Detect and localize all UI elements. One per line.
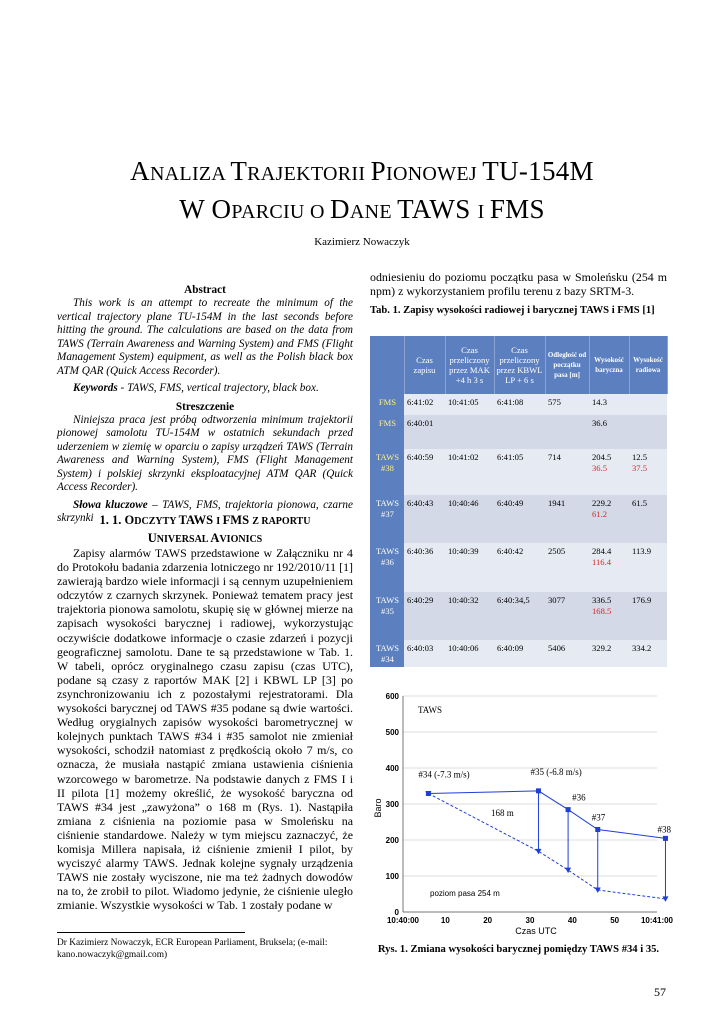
x-tick-label: 30 bbox=[525, 916, 535, 925]
baro-chart bbox=[370, 686, 674, 938]
cell: 113.9 bbox=[629, 543, 667, 592]
cell: 6:40:03 bbox=[404, 640, 445, 667]
row-label: FMS bbox=[370, 394, 404, 415]
body-text-right: odniesieniu do poziomu początku pasa w Smoleńsku (254 m npm) z wykorzystaniem profilu terenu z bazy SRTM-3. bbox=[370, 270, 667, 299]
table-header-blank bbox=[370, 336, 404, 394]
cell: 3077 bbox=[545, 592, 589, 640]
cell: 714 bbox=[545, 449, 589, 495]
cell: 10:40:06 bbox=[445, 640, 494, 667]
footnote: Dr Kazimierz Nowaczyk, ECR European Parliament, Bruksela; (e-mail: kano.nowaczyk@gmail.com) bbox=[57, 938, 328, 960]
point-label-38: #38 bbox=[657, 824, 671, 835]
cell: 6:40:34,5 bbox=[494, 592, 545, 640]
data-point bbox=[565, 868, 571, 874]
y-tick-label: 500 bbox=[385, 728, 399, 737]
streszczenie-text: Niniejsza praca jest próbą odtworzenia minimum trajektorii pionowej samolotu TU-154M w ostatnich sekundach przed uderzeniem w ziemię w oparciu o zapisy urządzeń TAWS (Terrain Awareness and Warning System), FMS (Flight Management System) i polskiej skrzynki eksploatacyjnej ATM QAR (Quick Access Recorder). bbox=[57, 413, 353, 493]
chart-points bbox=[425, 788, 668, 902]
chart-grid bbox=[403, 696, 657, 912]
table-header-czas-mak: Czas przeliczony przez MAK +4 h 3 s bbox=[445, 336, 494, 394]
table-caption: Tab. 1. Zapisy wysokości radiowej i barycznej TAWS i FMS [1] bbox=[370, 305, 655, 316]
streszczenie-heading: Streszczenie bbox=[175, 400, 235, 413]
cell: 6:40:49 bbox=[494, 495, 545, 543]
cell: 6:40:42 bbox=[494, 543, 545, 592]
table-header-wys-radiowa: Wysokość radiowa bbox=[629, 336, 667, 394]
x-tick-label: 50 bbox=[610, 916, 620, 925]
table-header-czas-zapisu: Czas zapisu bbox=[404, 336, 445, 394]
cell: 575 bbox=[545, 394, 589, 415]
y-tick-label: 600 bbox=[385, 692, 399, 701]
table-row bbox=[370, 640, 667, 667]
footnote-rule bbox=[57, 932, 245, 933]
point-label-34: #34 (-7.3 m/s) bbox=[418, 769, 470, 780]
cell: 6:41:08 bbox=[494, 394, 545, 415]
x-tick-label: 10 bbox=[440, 916, 450, 925]
cell: 36.6 bbox=[589, 415, 629, 449]
author: Kazimierz Nowaczyk bbox=[314, 236, 410, 248]
x-tick-label: 10:40:00 bbox=[386, 916, 420, 925]
data-point bbox=[663, 836, 668, 841]
row-label: TAWS #34 bbox=[370, 640, 404, 667]
cell: 6:40:09 bbox=[494, 640, 545, 667]
table-header-czas-kbwl: Czas przeliczony przez KBWL LP + 6 s bbox=[494, 336, 545, 394]
table-row bbox=[370, 415, 667, 449]
point-label-35: #35 (-6.8 m/s) bbox=[530, 766, 582, 777]
data-point bbox=[536, 788, 541, 793]
table-row bbox=[370, 394, 667, 415]
table-header-odleglosc: Odległość od początku pasa [m] bbox=[545, 336, 589, 394]
cell: 6:40:43 bbox=[404, 495, 445, 543]
table-header-wys-baryczna: Wysokość baryczna bbox=[589, 336, 629, 394]
cell: 284.4 116.4 bbox=[589, 543, 629, 592]
cell: 61.5 bbox=[629, 495, 667, 543]
y-tick-label: 200 bbox=[385, 836, 399, 845]
row-label: TAWS #38 bbox=[370, 449, 404, 495]
point-label-36: #36 bbox=[572, 792, 586, 803]
chart-x-label: Czas UTC bbox=[515, 926, 557, 936]
cell bbox=[629, 394, 667, 415]
body-text-left: Zapisy alarmów TAWS przedstawione w Załączniku nr 4 do Protokołu badania zdarzenia lotniczego nr 192/2010/11 [1] zawierają bardzo wiele informacji i są cennym uzupełnieniem odczytów z czarnych skrzynek. Ponieważ tematem pracy jest trajektoria pionowa samolotu, skupię się w głównej mierze na zapisach wysokości barycznej i radiowej, wykorzystując oczywiście dodatkowe informacje o czasie zdarzeń i pozycji geograficznej samolotu. Dane te są przedstawione w Tab. 1. W tabeli, oprócz oryginalnego czasu zapisu (czas UTC), podane są czasy z raportów MAK [2] i KBWL LP [3] po zsynchronizowaniu ich z pozostałymi rejestratorami. Dla wysokości barycznej od TAWS #35 podane są dwie wartości. Według orygialnych zapisów wysokości barometrycznej w kolejnych punktach TAWS #34 i #35 samolot nie zmieniał wysokości, schodził natomiast z prędkością około 7 m/s, co oznacza, że musiała nastąpić zmiana ustawienia ciśnienia wzorcowego w barometrze. Na podstawie danych z FMS I i II pilota [1] możemy określić, że wysokość baryczna od TAWS #34 jest „zawyżona” o 168 m (Rys. 1). Nastąpiła zmiana z ciśnienia na poziomie pasa w Smoleńsku na ciśnienie standardowe. Należy w tym miejscu zaznaczyć, że komisja Millera napisała, iż ciśnienie zmienił I pilot, by wyciszyć alarmy TAWS. Jednak kolejne sygnały urządzenia TAWS nie zostały wyciszone, nie ma też żadnych dowodów na to, że zrobił to pilot. Wiadomo jedynie, że ciśnienie uległo zmianie. Wszystkie wysokości w Tab. 1 zostały podane w bbox=[57, 546, 353, 913]
cell bbox=[629, 415, 667, 449]
cell: 204.5 36.5 bbox=[589, 449, 629, 495]
cell: 6:40:36 bbox=[404, 543, 445, 592]
row-label: TAWS #37 bbox=[370, 495, 404, 543]
taws-table bbox=[370, 336, 667, 667]
cell: 6:40:01 bbox=[404, 415, 445, 449]
cell: 6:40:59 bbox=[404, 449, 445, 495]
row-label: FMS bbox=[370, 415, 404, 449]
y-tick-label: 300 bbox=[385, 800, 399, 809]
cell: 12.5 37.5 bbox=[629, 449, 667, 495]
table-row bbox=[370, 543, 667, 592]
data-point bbox=[595, 827, 600, 832]
cell: 14.3 bbox=[589, 394, 629, 415]
cell: 10:40:46 bbox=[445, 495, 494, 543]
chart-lines bbox=[428, 791, 665, 899]
cell: 6:41:05 bbox=[494, 449, 545, 495]
row-label: TAWS #35 bbox=[370, 592, 404, 640]
point-label-37: #37 bbox=[591, 812, 606, 823]
y-tick-label: 0 bbox=[394, 908, 399, 917]
chart-title: TAWS bbox=[418, 705, 443, 715]
x-tick-label: 40 bbox=[567, 916, 577, 925]
series-line bbox=[428, 791, 665, 839]
annotation-168m: 168 m bbox=[491, 808, 514, 818]
data-point bbox=[566, 807, 571, 812]
title-line-1: ANALIZA TRAJEKTORII PIONOWEJ TU-154M bbox=[130, 156, 594, 186]
x-tick-label: 20 bbox=[483, 916, 493, 925]
cell: 1941 bbox=[545, 495, 589, 543]
cell: 2505 bbox=[545, 543, 589, 592]
series-line bbox=[428, 794, 665, 899]
y-tick-label: 100 bbox=[385, 872, 399, 881]
keywords: Keywords - TAWS, FMS, vertical trajectory, black box. bbox=[73, 382, 319, 394]
annotation-poziom-pasa: poziom pasa 254 m bbox=[430, 889, 500, 898]
table-row bbox=[370, 495, 667, 543]
cell: 6:41:02 bbox=[404, 394, 445, 415]
chart-y-ticks bbox=[386, 692, 400, 917]
table-row bbox=[370, 592, 667, 640]
x-tick-label: 10:41:00 bbox=[640, 916, 674, 925]
table-row bbox=[370, 449, 667, 495]
chart-y-label: Baro bbox=[373, 798, 383, 818]
chart-x-ticks bbox=[387, 916, 674, 925]
abstract-heading: Abstract bbox=[184, 284, 226, 296]
slowa-kluczowe: Słowa kluczowe – TAWS, FMS, trajektoria pionowa, czarne skrzynki bbox=[57, 498, 353, 524]
cell bbox=[494, 415, 545, 449]
cell: 5406 bbox=[545, 640, 589, 667]
y-tick-label: 400 bbox=[385, 764, 399, 773]
section-heading: 1. 1. ODCZYTY TAWS I FMS Z RAPORTU UNIVERSAL AVIONICS bbox=[99, 513, 311, 545]
cell: 329.2 bbox=[589, 640, 629, 667]
title-line-2: W OPARCIU O DANE TAWS I FMS bbox=[179, 194, 545, 224]
cell: 10:41:02 bbox=[445, 449, 494, 495]
page-number: 57 bbox=[654, 985, 666, 999]
abstract-block bbox=[57, 284, 353, 526]
cell: 336.5 168.5 bbox=[589, 592, 629, 640]
figure-caption: Rys. 1. Zmiana wysokości barycznej pomiędzy TAWS #34 i 35. bbox=[377, 944, 660, 955]
cell: 10:41:05 bbox=[445, 394, 494, 415]
cell bbox=[445, 415, 494, 449]
cell: 10:40:39 bbox=[445, 543, 494, 592]
data-point bbox=[535, 849, 541, 855]
cell: 10:40:32 bbox=[445, 592, 494, 640]
cell: 334.2 bbox=[629, 640, 667, 667]
cell: 229.2 61.2 bbox=[589, 495, 629, 543]
cell: 6:40:29 bbox=[404, 592, 445, 640]
row-label: TAWS #36 bbox=[370, 543, 404, 592]
abstract-text: This work is an attempt to recreate the minimum of the vertical trajectory plane TU-154M in the last seconds before hitting the ground. The calculations are based on the data from TAWS (Terrain Awareness and Warning System) and FMS (Flight Management System) equipment, as well as the Polish black box ATM QAR (Quick Access Recorder). bbox=[57, 297, 353, 377]
cell: 176.9 bbox=[629, 592, 667, 640]
cell bbox=[545, 415, 589, 449]
